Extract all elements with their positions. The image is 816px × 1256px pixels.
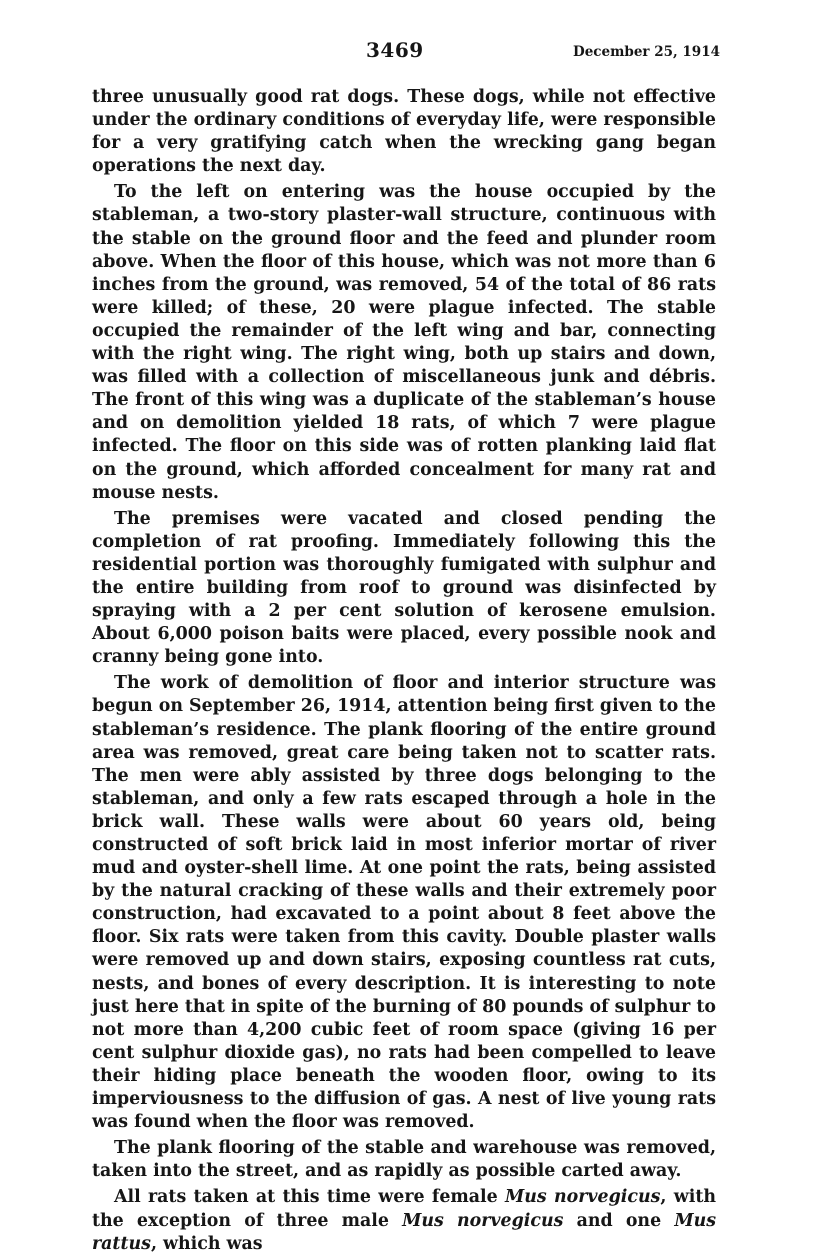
rats-text-middle: and one: [563, 1210, 675, 1231]
article-body: [92, 86, 716, 1256]
issue-date: December 25, 1914: [573, 44, 720, 60]
rats-text-before: All rats taken at this time were female: [114, 1187, 506, 1208]
species-name: Mus norvegicus: [402, 1210, 564, 1231]
paragraph-continuation: three unusually good rat dogs. These dogs, while not effective under the ordinary conditions of everyday life, were responsible for a very gratifying catch when the wrecking gang began operations the next day.: [92, 87, 716, 177]
paragraph-stableman-house: To the left on entering was the house occupied by the stableman, a two-story plaster-wall structure, continuous with the stable on the ground floor and the feed and plunder room above. When the floor of this house, which was not more than 6 inches from the ground, was removed, 54 of the total of 86 rats were killed; of these, 20 were plague infected. The stable occupied the remainder of the left wing and bar, connecting with the right wing. The right wing, both up stairs and down, was filled with a collection of miscellaneous junk and débris. The front of this wing was a duplicate of the stableman’s house and on demolition yielded 18 rats, of which 7 were plague infected. The floor on this side was of rotten planking laid flat on the ground, which afforded concealment for many rat and mouse nests.: [92, 182, 716, 503]
paragraph-plank-flooring: The plank flooring of the stable and warehouse was removed, taken into the street, and as rapidly as possible carted away.: [92, 1138, 716, 1182]
rats-text-middle: , with the exception of three male: [92, 1187, 716, 1231]
paragraph-demolition-work: The work of demolition of floor and interior structure was begun on September 26, 1914, attention being first given to the stableman’s residence. The plank flooring of the entire ground area was removed, great care being taken not to scatter rats. The men were ably assisted by three dogs belonging to the stableman, and only a few rats escaped through a hole in the brick wall. These walls were about 60 years old, being constructed of soft brick laid in most inferior mortar of river mud and oyster-shell lime. At one point the rats, being assisted by the natural cracking of these walls and their extremely poor construction, had excavated to a point about 8 feet above the floor. Six rats were taken from this cavity. Double plaster walls were removed up and down stairs, exposing countless rat cuts, nests, and bones of every description. It is interesting to note just here that in spite of the burning of 80 pounds of sulphur to not more than 4,200 cubic feet of room space (giving 16 per cent sulphur dioxide gas), no rats had been compelled to leave their hiding place beneath the wooden floor, owing to its imperviousness to the diffusion of gas. A nest of live young rats was found when the floor was removed.: [92, 673, 716, 1133]
page-header: [0, 38, 816, 68]
paragraph-rats-taken: [92, 1186, 716, 1255]
species-name: Mus rattus: [92, 1210, 716, 1254]
paragraph-premises-vacated: The premises were vacated and closed pending the completion of rat proofing. Immediately following this the residential portion was thoroughly fumigated with sulphur and the entire building from roof to ground was disinfected by spraying with a 2 per cent solution of kerosene emulsion. About 6,000 poison baits were placed, every possible nook and cranny being gone into.: [92, 508, 716, 668]
species-name: Mus norvegicus: [505, 1187, 661, 1208]
rats-text-after: , which was: [150, 1233, 263, 1254]
page-number: 3469: [366, 38, 424, 62]
